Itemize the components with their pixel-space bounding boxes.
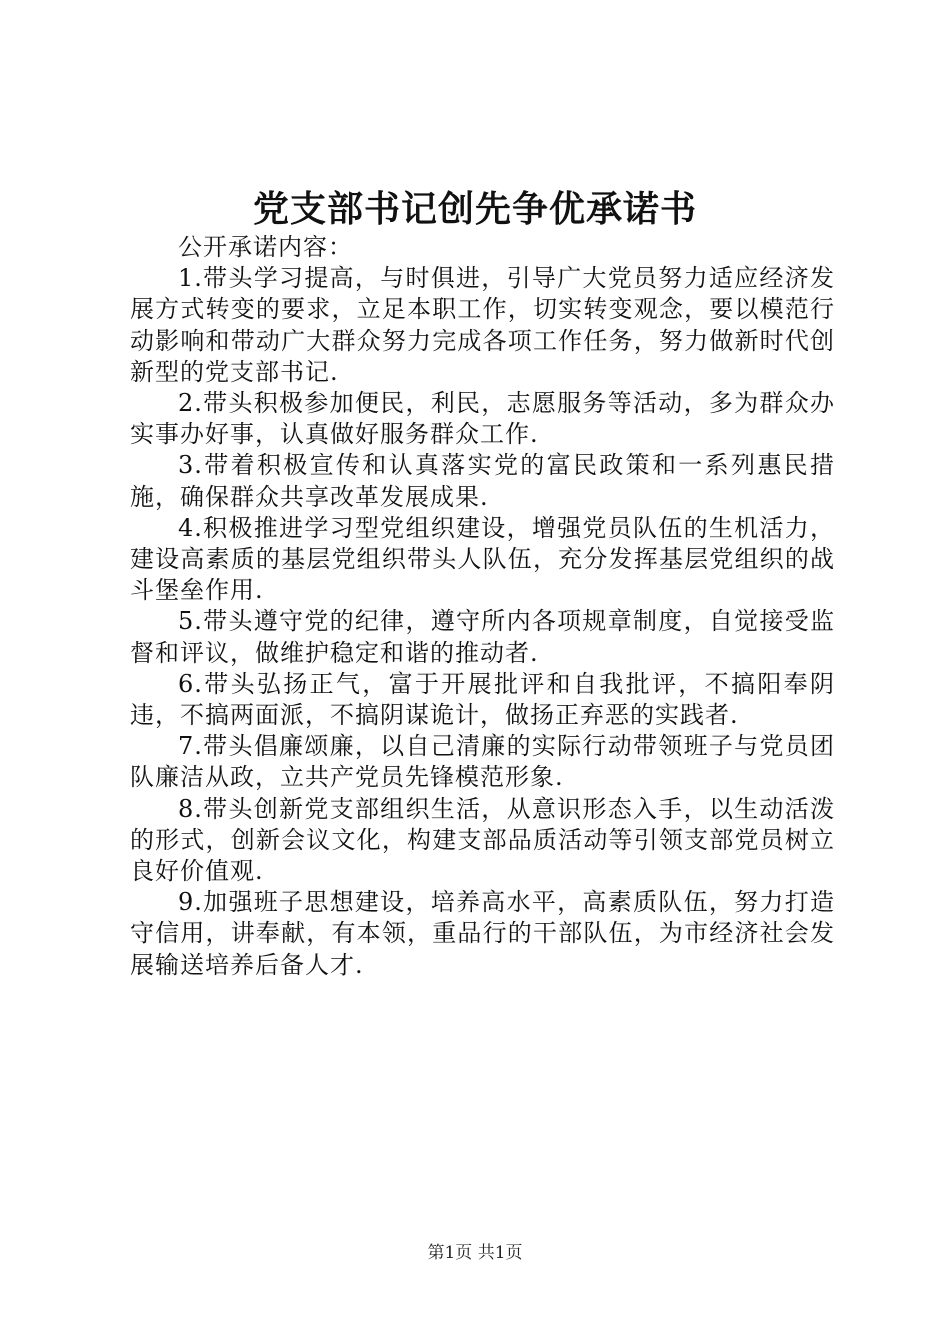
commitment-item-1: 1.带头学习提高，与时俱进，引导广大党员努力适应经济发展方式转变的要求，立足本职工作，切实转变观念，要以模范行动影响和带动广大群众努力完成各项工作任务，努力做新时代创新型的党支部书记. — [130, 264, 835, 386]
commitment-item-5: 5.带头遵守党的纪律，遵守所内各项规章制度，自觉接受监督和评议，做维护稳定和谐的推动者. — [130, 607, 835, 667]
commitment-item-3: 3.带着积极宣传和认真落实党的富民政策和一系列惠民措施，确保群众共享改革发展成果. — [130, 451, 835, 511]
intro-paragraph: 公开承诺内容： — [178, 233, 353, 261]
commitment-item-4: 4.积极推进学习型党组织建设，增强党员队伍的生机活力，建设高素质的基层党组织带头人队伍，充分发挥基层党组织的战斗堡垒作用. — [130, 513, 835, 605]
document-body — [130, 232, 835, 981]
page-footer: 第1页 共1页 — [427, 1243, 523, 1263]
document-title: 党支部书记创先争优承诺书 — [252, 188, 697, 230]
commitment-item-2: 2.带头积极参加便民，利民，志愿服务等活动，多为群众办实事办好事，认真做好服务群众工作. — [130, 389, 835, 449]
commitment-item-6: 6.带头弘扬正气，富于开展批评和自我批评，不搞阳奉阴违，不搞两面派，不搞阴谋诡计，做扬正弃恶的实践者. — [130, 669, 835, 730]
commitment-item-7: 7.带头倡廉颂廉，以自己清廉的实际行动带领班子与党员团队廉洁从政，立共产党员先锋模范形象. — [130, 732, 835, 792]
commitment-item-9: 9.加强班子思想建设，培养高水平，高素质队伍，努力打造守信用，讲奉献，有本领，重品行的干部队伍，为市经济社会发展输送培养后备人才. — [130, 888, 835, 979]
commitment-item-8: 8.带头创新党支部组织生活，从意识形态入手，以生动活泼的形式，创新会议文化，构建支部品质活动等引领支部党员树立良好价值观. — [130, 794, 835, 886]
